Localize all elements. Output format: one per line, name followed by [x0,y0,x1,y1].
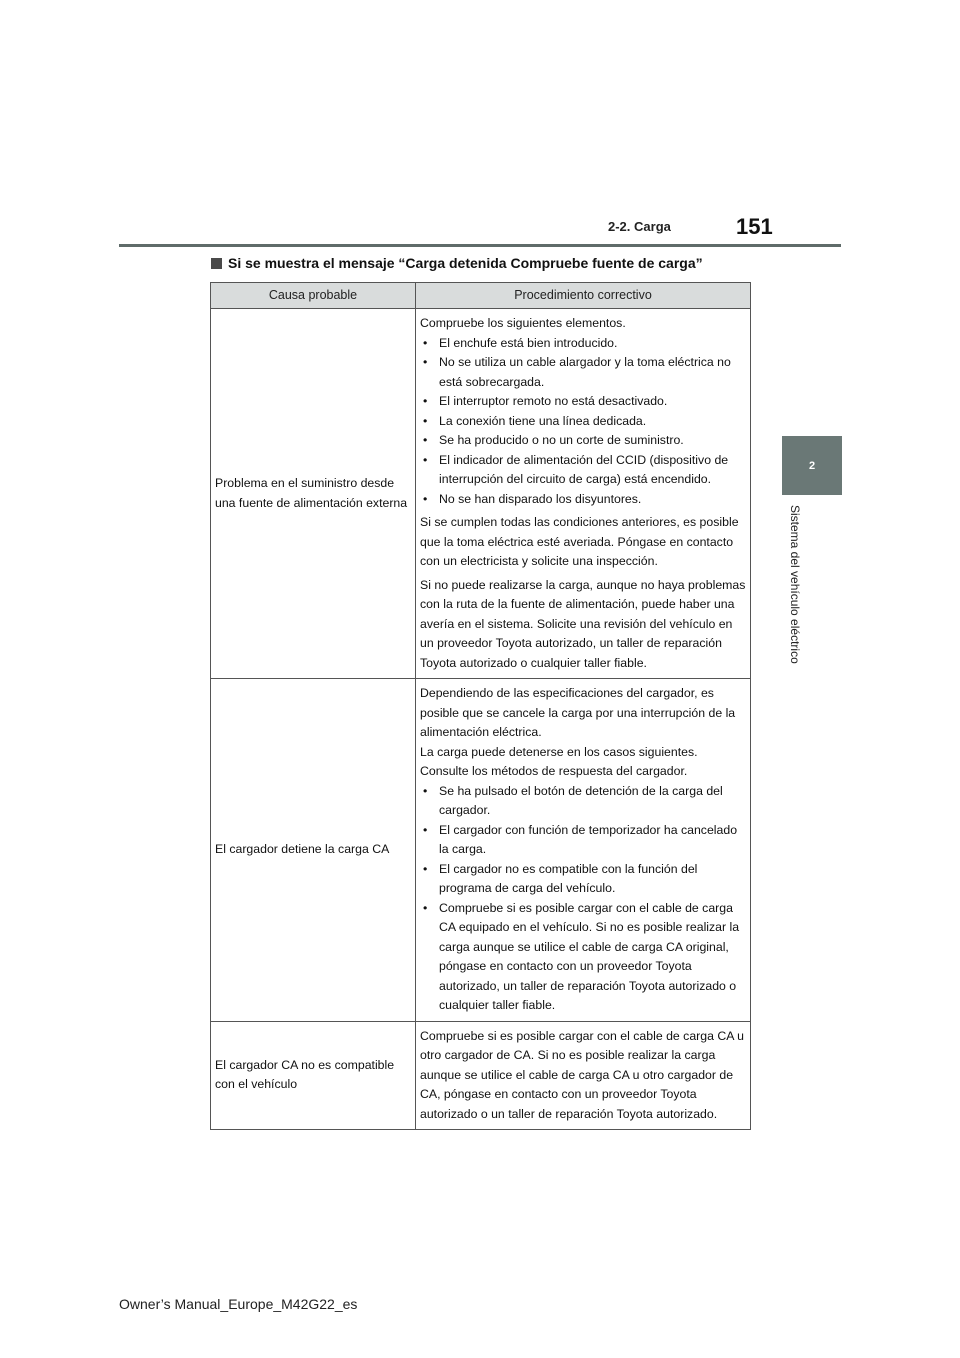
procedure-text: Compruebe si es posible cargar con el cable de carga CA u otro cargador de CA. Si no es posible realizar la carga aunque se utilice el cable de carga CA u otro cargador de CA, póngase en contacto con un proveedor Toyota autorizado o un taller de reparación Toyota autorizado. [420,1028,744,1121]
list-item: • No se han disparado los disyuntores. [420,490,746,510]
cause-cell: Problema en el suministro desde una fuente de alimentación externa [211,309,416,679]
section-heading [211,255,703,271]
table-row [211,679,751,1022]
procedure-cell [416,309,751,679]
list-item: • No se utiliza un cable alargador y la toma eléctrica no está sobrecargada. [420,353,746,392]
footer-manual-id: Owner’s Manual_Europe_M42G22_es [119,1296,358,1312]
procedure-cell [416,1021,751,1130]
header-divider [119,244,841,247]
procedure-intro: Dependiendo de las especificaciones del cargador, es posible que se cancele la carga por una interrupción de la alimentación eléctrica. [420,686,736,739]
table-header-row [211,283,751,309]
procedure-intro: Compruebe los siguientes elementos. [420,316,626,330]
list-item: • El interruptor remoto no está desactivado. [420,392,746,412]
procedure-paragraph: Si se cumplen todas las condiciones anteriores, es posible que la toma eléctrica esté averiada. Póngase en contacto con un electricista y solicite una inspección. [420,515,739,568]
list-item: • El cargador con función de temporizador ha cancelado la carga. [420,821,746,860]
cause-cell: El cargador detiene la carga CA [211,679,416,1022]
column-header-cause: Causa probable [211,283,416,309]
section-heading-text: Si se muestra el mensaje “Carga detenida Compruebe fuente de carga” [228,255,703,271]
list-item: • Se ha pulsado el botón de detención de la carga del cargador. [420,782,746,821]
case-list [420,782,746,1016]
header-section-title: 2-2. Carga [608,219,671,234]
procedure-intro: La carga puede detenerse en los casos siguientes. Consulte los métodos de respuesta del cargador. [420,744,698,778]
list-item: • Compruebe si es posible cargar con el cable de carga CA equipado en el vehículo. Si no es posible realizar la carga aunque se utilice el cable de carga CA original, póngase en contacto con un proveedor Toyota autorizado, un taller de reparación Toyota autorizado o cualquier taller fiable. [420,899,746,1016]
troubleshooting-table [210,282,751,1130]
list-item: • El enchufe está bien introducido. [420,334,746,354]
table-row [211,309,751,679]
page-number: 151 [736,214,773,239]
chapter-title: Sistema del vehículo eléctrico [788,505,802,664]
chapter-number: 2 [808,459,816,472]
list-item: • El cargador no es compatible con la función del programa de carga del vehículo. [420,860,746,899]
cause-cell: El cargador CA no es compatible con el vehículo [211,1021,416,1130]
procedure-cell [416,679,751,1022]
table-row [211,1021,751,1130]
check-list [420,334,746,510]
chapter-tab [782,436,842,495]
list-item: • La conexión tiene una línea dedicada. [420,412,746,432]
list-item: • El indicador de alimentación del CCID (dispositivo de interrupción del circuito de carga) está encendido. [420,451,746,490]
square-bullet-icon [211,258,222,269]
column-header-procedure: Procedimiento correctivo [416,283,751,309]
list-item: • Se ha producido o no un corte de suministro. [420,431,746,451]
procedure-paragraph: Si no puede realizarse la carga, aunque no haya problemas con la ruta de la fuente de alimentación, puede haber una avería en el sistema. Solicite una revisión del vehículo en un proveedor Toyota autorizado, un taller de reparación Toyota autorizado o cualquier taller fiable. [420,577,746,670]
